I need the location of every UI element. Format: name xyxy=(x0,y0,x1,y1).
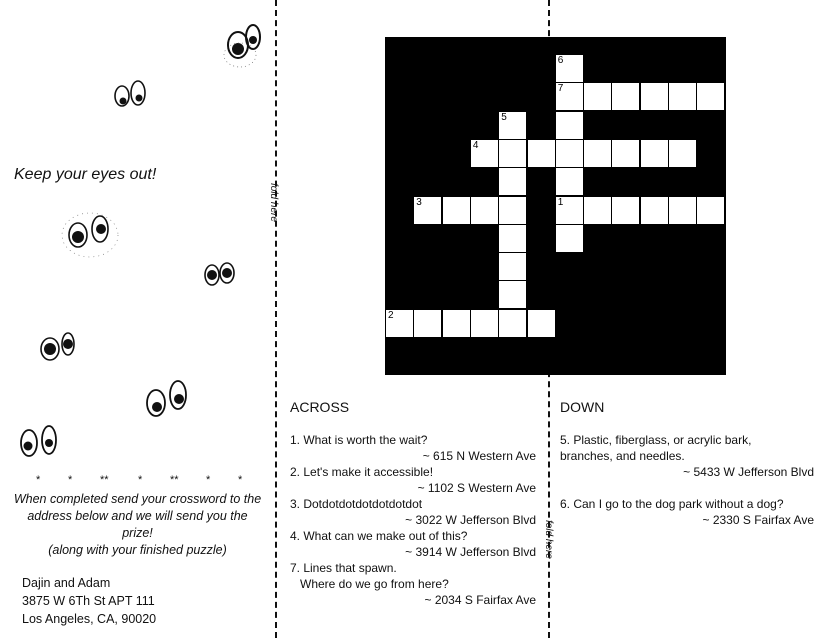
crossword-cell[interactable] xyxy=(612,197,639,224)
crossword-cell[interactable] xyxy=(443,197,470,224)
clue-location: ~ 2330 S Fairfax Ave xyxy=(702,513,814,527)
instruction-line: When completed send your crossword to the xyxy=(13,492,262,506)
eyes-drawing-7 xyxy=(14,418,64,466)
clue-location: ~ 2034 S Fairfax Ave xyxy=(424,593,536,607)
mailing-address xyxy=(22,574,156,628)
cell-number: 7 xyxy=(557,83,564,95)
crossword-cell[interactable] xyxy=(584,140,611,167)
instruction-line: (along with your finished puzzle) xyxy=(48,543,227,557)
star-mark: * xyxy=(36,474,41,486)
eyes-drawing-2 xyxy=(105,72,155,117)
crossword-cell[interactable] xyxy=(471,140,498,167)
crossword-cell[interactable] xyxy=(556,140,583,167)
crossword-cell[interactable] xyxy=(499,253,526,280)
eyes-drawing-1 xyxy=(218,15,268,75)
crossword-cell[interactable] xyxy=(556,225,583,252)
mail-instructions xyxy=(10,491,265,559)
crossword-cell[interactable] xyxy=(499,140,526,167)
down-clue-list xyxy=(560,432,814,528)
crossword-cell[interactable] xyxy=(584,83,611,110)
crossword-cell[interactable] xyxy=(414,310,441,337)
crossword-cell[interactable] xyxy=(471,310,498,337)
crossword-cell[interactable] xyxy=(499,197,526,224)
cell-number: 6 xyxy=(557,55,564,66)
clue-location: ~ 3914 W Jefferson Blvd xyxy=(405,545,536,559)
crossword-cell[interactable] xyxy=(414,197,441,224)
clue-location: ~ 1102 S Western Ave xyxy=(417,481,536,495)
crossword-cell[interactable] xyxy=(697,83,724,110)
clue-text: 7. Lines that spawn. xyxy=(290,561,397,575)
crossword-cell[interactable] xyxy=(584,197,611,224)
tagline: Keep your eyes out! xyxy=(14,166,157,183)
instruction-line: address below and we will send you the xyxy=(27,509,248,523)
crossword-cell[interactable] xyxy=(669,83,696,110)
across-clue-7 xyxy=(290,560,536,608)
star-mark: * xyxy=(206,474,211,486)
fold-line-left xyxy=(275,0,277,638)
clue-location: ~ 615 N Western Ave xyxy=(422,449,536,463)
star-mark: * xyxy=(238,474,243,486)
star-mark: ** xyxy=(170,474,179,486)
fold-label-right: fold here xyxy=(543,520,554,559)
crossword-cell[interactable] xyxy=(641,197,668,224)
crossword-cell[interactable] xyxy=(528,310,555,337)
star-mark: ** xyxy=(100,474,109,486)
cell-number: 5 xyxy=(501,111,507,123)
crossword-cell[interactable] xyxy=(612,83,639,110)
crossword-cell[interactable] xyxy=(669,197,696,224)
crossword-cell[interactable] xyxy=(528,140,555,167)
crossword-cell[interactable] xyxy=(499,310,526,337)
instruction-line: prize! xyxy=(122,526,153,540)
star-mark: * xyxy=(138,474,143,486)
star-mark: * xyxy=(68,474,73,486)
crossword-cell[interactable] xyxy=(499,281,526,308)
clue-text: 1. What is worth the wait? xyxy=(290,433,428,447)
crossword-cell[interactable] xyxy=(697,197,724,224)
down-clue-5 xyxy=(560,432,814,480)
fold-label-left: fold here xyxy=(268,183,279,222)
cell-number: 1 xyxy=(557,196,564,208)
clue-text: 6. Can I go to the dog park without a dog? xyxy=(560,497,784,511)
crossword-cell[interactable] xyxy=(471,197,498,224)
clue-location: ~ 5433 W Jefferson Blvd xyxy=(683,465,814,479)
clue-text: branches, and needles. xyxy=(560,449,685,463)
address-line: 3875 W 6Th St APT 111 xyxy=(22,594,155,608)
down-clue-6 xyxy=(560,496,814,528)
clue-text: 5. Plastic, fiberglass, or acrylic bark, xyxy=(560,433,752,447)
clue-text: 4. What can we make out of this? xyxy=(290,529,468,543)
crossword-cell[interactable] xyxy=(443,310,470,337)
eyes-drawing-4 xyxy=(195,255,245,295)
crossword-cell[interactable] xyxy=(612,140,639,167)
crossword-cell[interactable] xyxy=(641,140,668,167)
across-clue-4 xyxy=(290,528,536,560)
down-heading: DOWN xyxy=(560,399,605,415)
crossword-grid xyxy=(385,37,726,375)
crossword-cell[interactable] xyxy=(669,140,696,167)
crossword-cell[interactable] xyxy=(556,83,583,110)
eyes-drawing-5 xyxy=(30,322,85,367)
crossword-cell[interactable] xyxy=(499,225,526,252)
across-clue-1 xyxy=(290,432,536,464)
crossword-cell[interactable] xyxy=(556,168,583,195)
clue-text: Where do we go from here? xyxy=(300,577,449,591)
across-clue-list xyxy=(290,432,536,608)
crossword-cell[interactable] xyxy=(556,197,583,224)
across-clue-3 xyxy=(290,496,536,528)
clue-location: ~ 3022 W Jefferson Blvd xyxy=(405,513,536,527)
clue-text: 3. Dotdotdotdotdotdotdot xyxy=(290,497,423,511)
cell-number: 2 xyxy=(388,309,394,321)
cell-number: 3 xyxy=(416,196,422,208)
crossword-cell[interactable] xyxy=(499,112,526,139)
crossword-cell[interactable] xyxy=(556,112,583,139)
crossword-cell[interactable] xyxy=(556,55,583,82)
crossword-cell[interactable] xyxy=(499,168,526,195)
address-line: Los Angeles, CA, 90020 xyxy=(22,612,157,626)
cell-number: 4 xyxy=(472,139,479,151)
across-clue-2 xyxy=(290,464,536,496)
clue-text: 2. Let's make it accessible! xyxy=(290,465,434,479)
eyes-drawing-3 xyxy=(60,205,120,260)
address-line: Dajin and Adam xyxy=(22,576,111,590)
eyes-drawing-6 xyxy=(140,373,195,423)
crossword-cell[interactable] xyxy=(641,83,668,110)
across-heading: ACROSS xyxy=(290,399,350,415)
crossword-cell[interactable] xyxy=(386,310,413,337)
